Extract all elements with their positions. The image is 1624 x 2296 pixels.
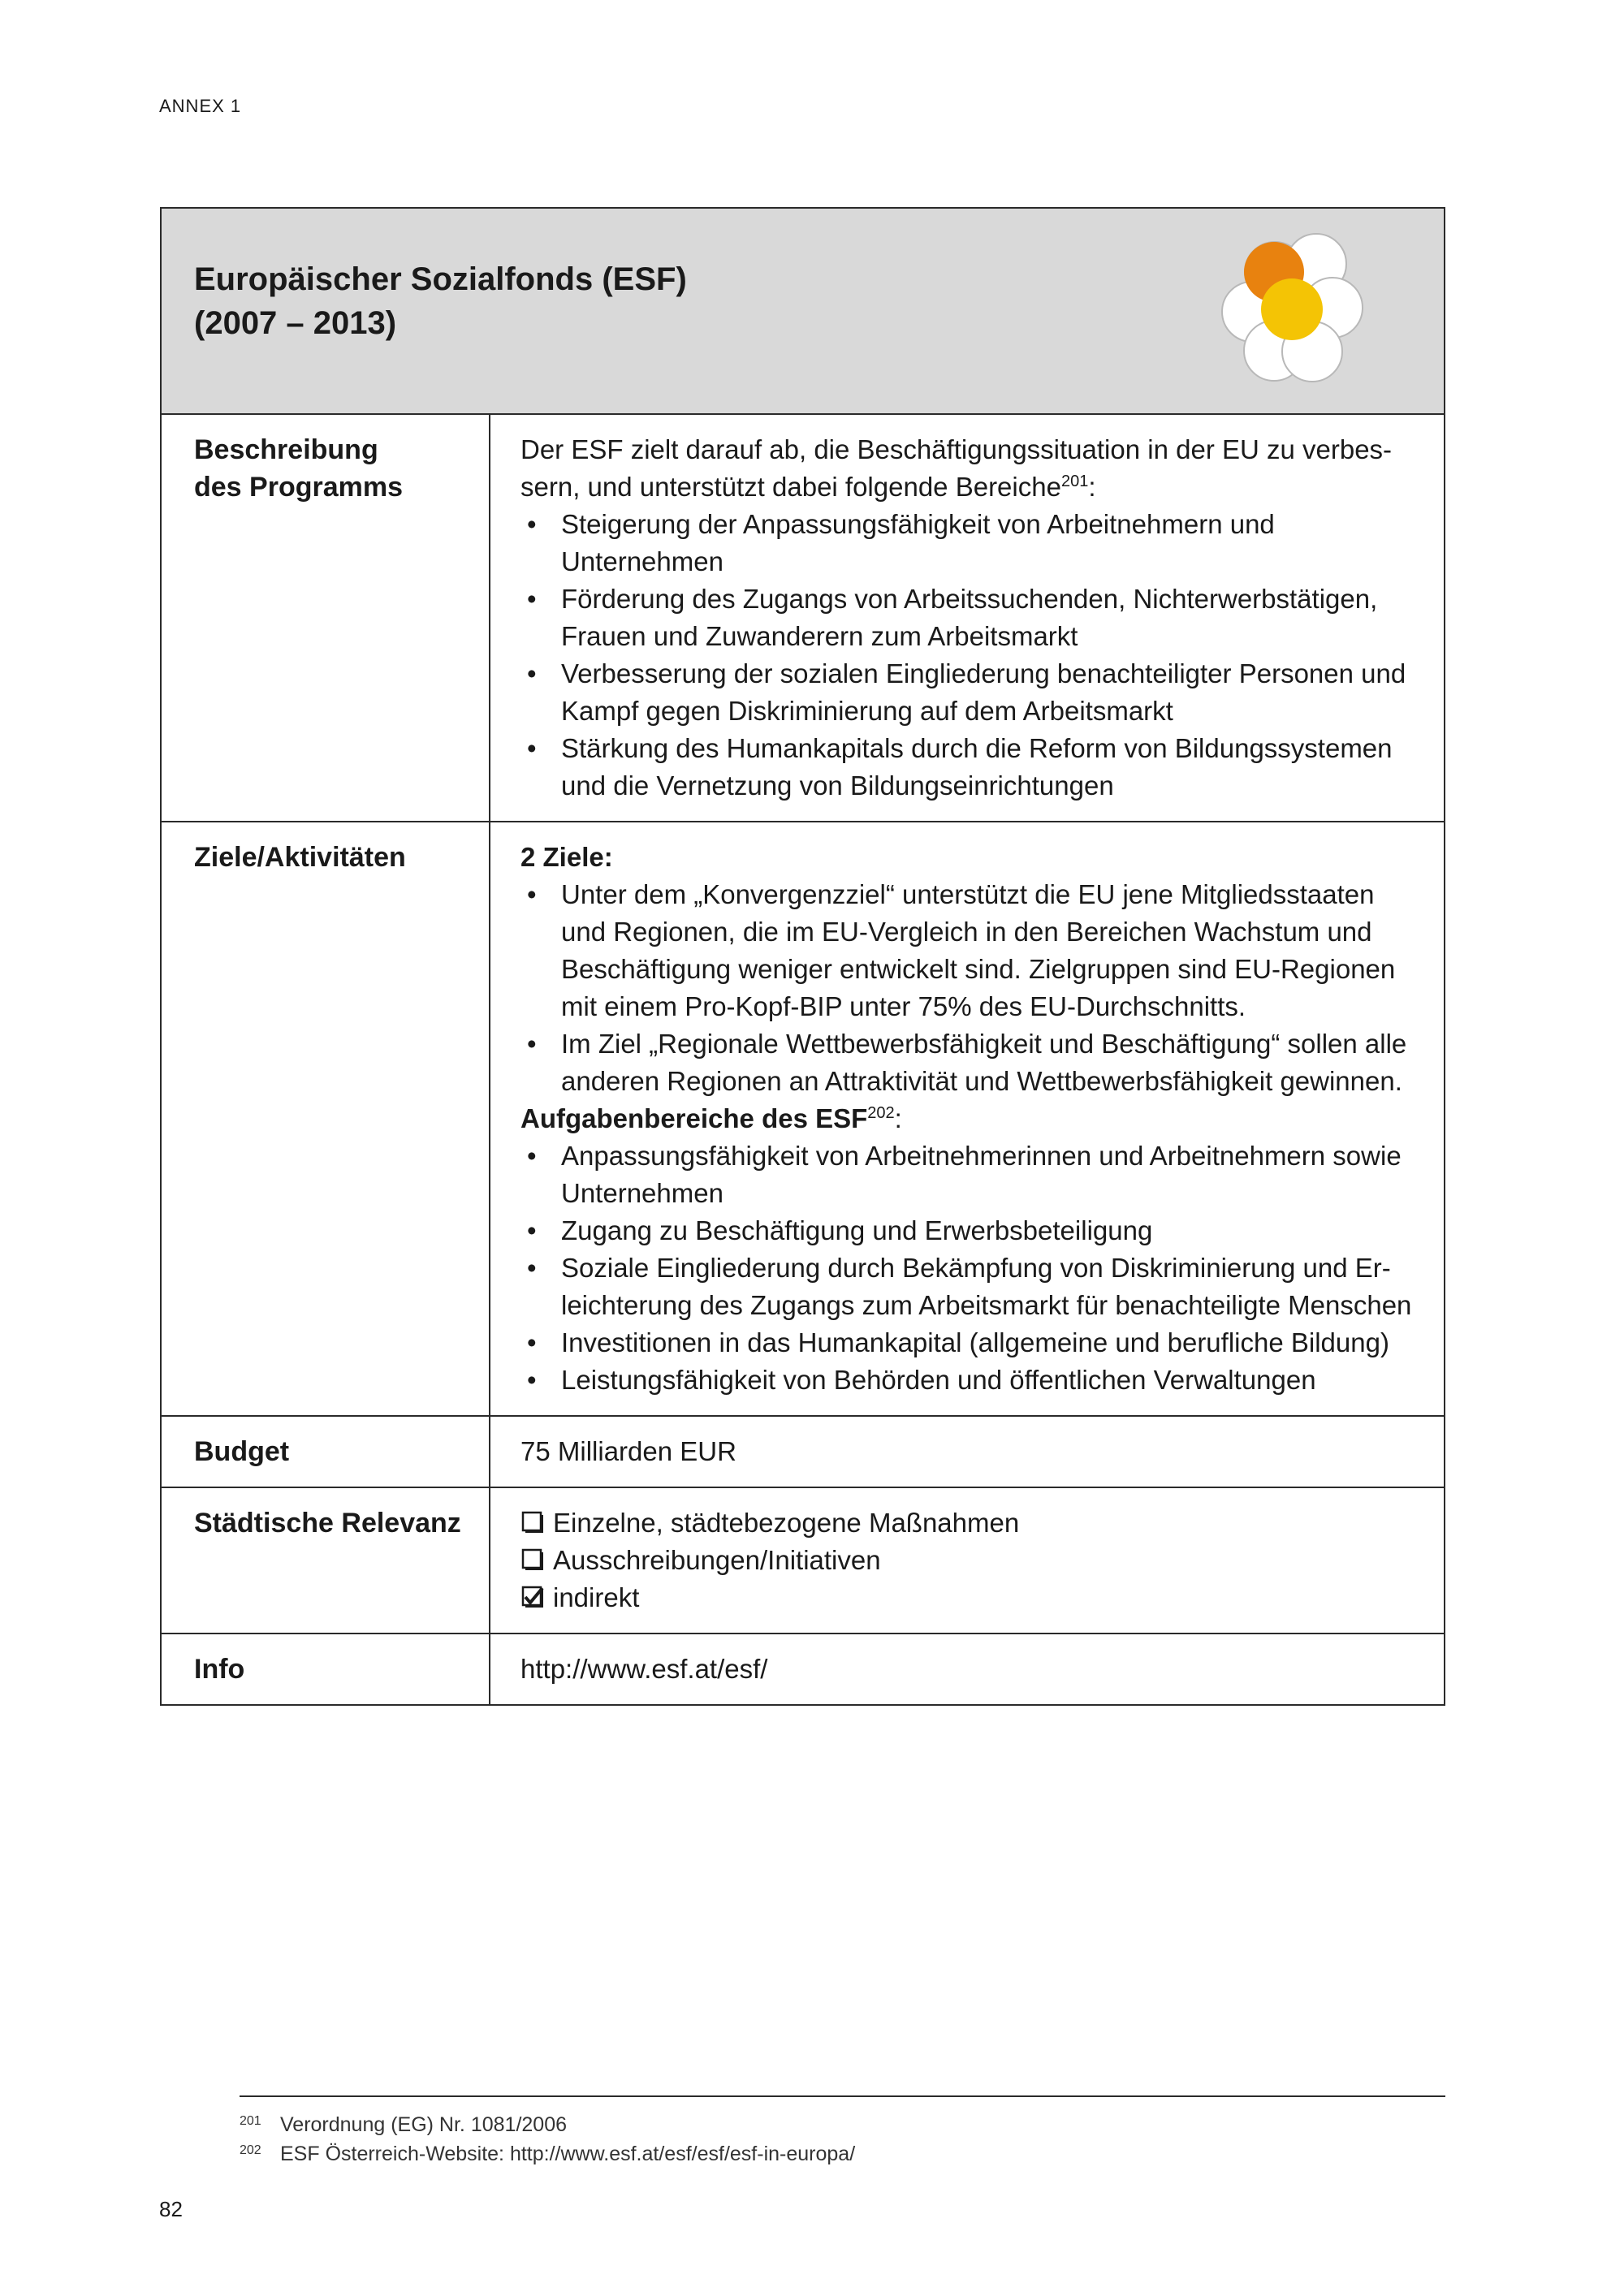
goals-heading: 2 Ziele: (520, 842, 613, 872)
list-item: • Investitionen in das Humankapital (allgemeine und berufliche Bildung) (520, 1324, 1419, 1362)
info-link[interactable]: http://www.esf.at/esf/ (520, 1654, 768, 1684)
footnote-ref: 201 (1060, 473, 1089, 490)
checkbox-unchecked-icon (520, 1510, 546, 1536)
goals-bullets (520, 876, 1419, 1100)
intro-line: sern, und unterstützt dabei folgende Bereiche$^{201}$: (520, 472, 1096, 502)
table-header (162, 209, 1444, 415)
row-content (490, 415, 1444, 821)
row-info (162, 1634, 1444, 1704)
relevance-option: indirekt (520, 1579, 1419, 1616)
footnote: 202 ESF Österreich-Website: http://www.esf.at/esf/esf/esf-in-europa/ (240, 2143, 856, 2165)
footnote-divider (240, 2095, 1445, 2097)
footnote: 201 Verordnung (EG) Nr. 1081/2006 (240, 2113, 568, 2136)
row-label: Info (162, 1634, 490, 1704)
row-label: Städtische Relevanz (162, 1488, 490, 1633)
budget-value: 75 Milliarden EUR (520, 1436, 736, 1466)
relevance-option: Einzelne, städtebezogene Maßnahmen (520, 1504, 1419, 1542)
list-item: • Förderung des Zugangs von Arbeitssuchenden, Nichterwerbstätigen, Frauen und Zuwanderern zum Arbeitsmarkt (520, 580, 1419, 655)
relevance-option: Ausschreibungen/Initiativen (520, 1542, 1419, 1579)
program-table (160, 207, 1445, 1706)
list-item: • Soziale Eingliederung durch Bekämpfung von Diskriminierung und Er-leichterung des Zugangs zum Arbeitsmarkt für benachteiligte Menschen (520, 1249, 1419, 1324)
tasks-bullets (520, 1137, 1419, 1399)
list-item: • Stärkung des Humankapitals durch die Reform von Bildungssystemen und die Vernetzung von Bildungseinrichtungen (520, 730, 1419, 805)
footnote-ref: 202 (867, 1104, 895, 1122)
row-content (490, 1488, 1444, 1633)
list-item: • Im Ziel „Regionale Wettbewerbsfähigkeit und Beschäftigung“ sollen alle anderen Regionen an Attraktivität und Wettbewerbsfähigkeit gewinnen. (520, 1025, 1419, 1100)
tasks-heading: Aufgabenbereiche des ESF$^{202}$: (520, 1103, 902, 1133)
list-item: • Leistungsfähigkeit von Behörden und öffentlichen Verwaltungen (520, 1362, 1419, 1399)
list-item: • Zugang zu Beschäftigung und Erwerbsbeteiligung (520, 1212, 1419, 1249)
checkbox-checked-icon (520, 1585, 546, 1611)
page-title (194, 257, 687, 345)
flower-logo-icon (1193, 225, 1388, 404)
row-description (162, 415, 1444, 822)
row-label: Budget (162, 1417, 490, 1487)
row-relevance (162, 1488, 1444, 1634)
intro-line: Der ESF zielt darauf ab, die Beschäftigungssituation in der EU zu verbes- (520, 434, 1393, 464)
list-item: • Unter dem „Konvergenzziel“ unterstützt die EU jene Mitgliedsstaaten und Regionen, die im EU-Vergleich in den Bereichen Wachstum und Beschäftigung weniger entwickelt sind. Zielgruppen sind EU-Regionen mit einem Pro-Kopf-BIP unter 75% des EU-Durchschnitts. (520, 876, 1419, 1025)
row-budget (162, 1417, 1444, 1488)
row-label: Ziele/Aktivitäten (162, 822, 490, 1415)
page-number: 82 (159, 2197, 183, 2221)
checkbox-unchecked-icon (520, 1547, 546, 1573)
running-header: ANNEX 1 (159, 96, 242, 116)
list-item: • Verbesserung der sozialen Eingliederung benachteiligter Personen und Kampf gegen Diskriminierung auf dem Arbeitsmarkt (520, 655, 1419, 730)
row-content (490, 822, 1444, 1415)
row-goals (162, 822, 1444, 1417)
list-item: • Steigerung der Anpassungsfähigkeit von Arbeitnehmern und Unternehmen (520, 506, 1419, 580)
title-line-2: (2007 – 2013) (194, 305, 397, 341)
description-bullets (520, 506, 1419, 805)
list-item: • Anpassungsfähigkeit von Arbeitnehmerinnen und Arbeitnehmern sowie Unternehmen (520, 1137, 1419, 1212)
title-line-1: Europäischer Sozialfonds (ESF) (194, 261, 687, 297)
row-label: Beschreibung des Programms (162, 415, 490, 821)
